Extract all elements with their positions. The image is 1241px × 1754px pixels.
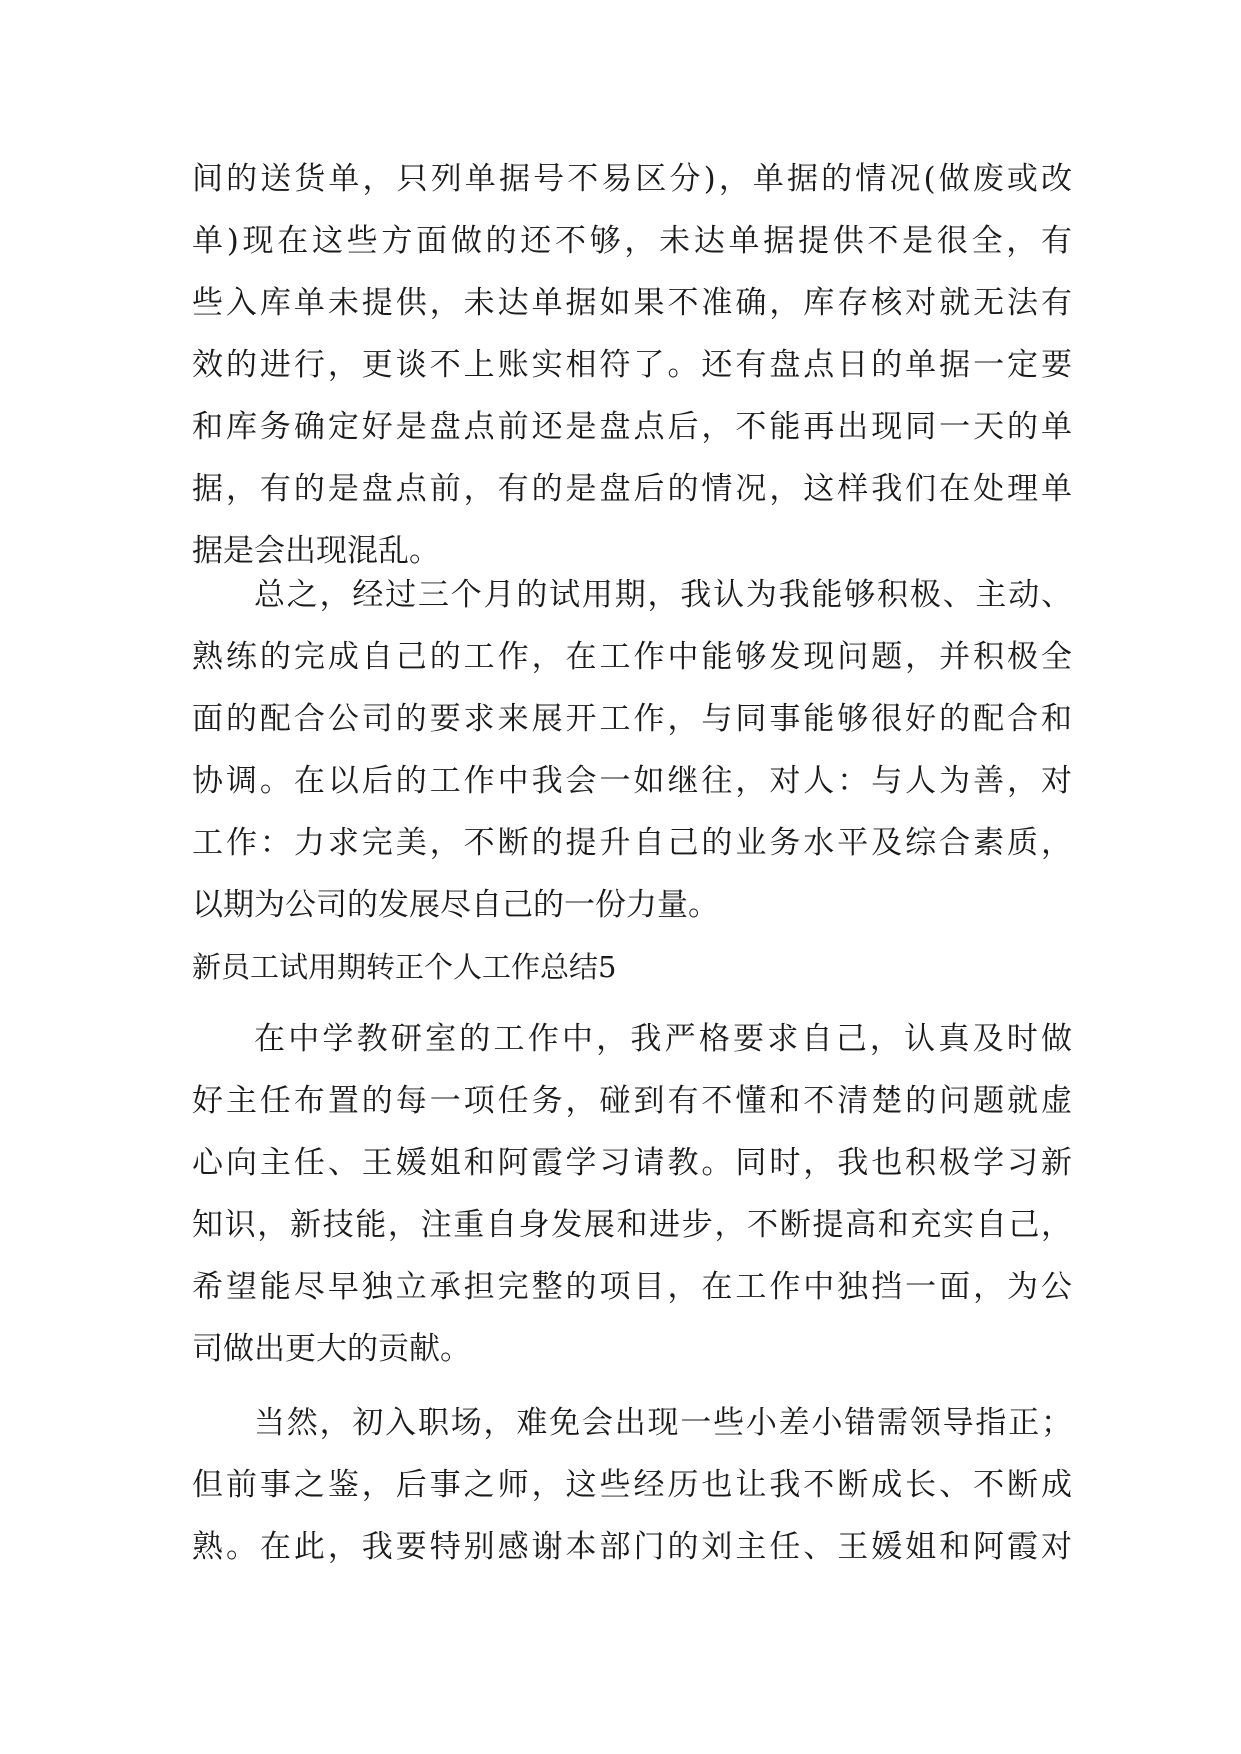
paragraph-line: 间的送货单，只列单据号不易区分)，单据的情况(做废或改 — [192, 161, 1072, 197]
paragraph-line: 在中学教研室的工作中，我严格要求自己，认真及时做 — [254, 1021, 1072, 1057]
paragraph-1 — [192, 148, 1072, 582]
paragraph-line: 熟练的完成自己的工作，在工作中能够发现问题，并积极全 — [192, 639, 1072, 675]
paragraph-line: 心向主任、王媛姐和阿霞学习请教。同时，我也积极学习新 — [192, 1145, 1072, 1181]
paragraph-line: 以期为公司的发展尽自己的一份力量。 — [192, 887, 719, 923]
paragraph-line: 好主任布置的每一项任务，碰到有不懂和不清楚的问题就虚 — [192, 1083, 1072, 1119]
paragraph-line: 希望能尽早独立承担完整的项目，在工作中独挡一面，为公 — [192, 1269, 1072, 1305]
paragraph-line: 司做出更大的贡献。 — [192, 1331, 471, 1367]
paragraph-line: 协调。在以后的工作中我会一如继往，对人：与人为善，对 — [192, 763, 1072, 799]
paragraph-line: 据，有的是盘点前，有的是盘后的情况，这样我们在处理单 — [192, 471, 1072, 507]
paragraph-line: 工作：力求完美，不断的提升自己的业务水平及综合素质， — [192, 825, 1072, 861]
paragraph-line: 和库务确定好是盘点前还是盘点后，不能再出现同一天的单 — [192, 409, 1072, 445]
paragraph-line: 效的进行，更谈不上账实相符了。还有盘点日的单据一定要 — [192, 347, 1072, 383]
paragraph-3 — [192, 1008, 1072, 1380]
paragraph-4 — [192, 1392, 1072, 1578]
paragraph-line: 总之，经过三个月的试用期，我认为我能够积极、主动、 — [254, 577, 1072, 613]
paragraph-line: 当然，初入职场，难免会出现一些小差小错需领导指正； — [254, 1405, 1072, 1441]
paragraph-line: 熟。在此，我要特别感谢本部门的刘主任、王媛姐和阿霞对 — [192, 1529, 1072, 1565]
paragraph-line: 但前事之鉴，后事之师，这些经历也让我不断成长、不断成 — [192, 1467, 1072, 1503]
paragraph-line: 些入库单未提供，未达单据如果不准确，库存核对就无法有 — [192, 285, 1072, 321]
paragraph-line: 知识，新技能，注重自身发展和进步，不断提高和充实自己， — [192, 1207, 1072, 1243]
paragraph-line: 单)现在这些方面做的还不够，未达单据提供不是很全，有 — [192, 223, 1072, 259]
section-heading: 新员工试用期转正个人工作总结5 — [192, 950, 617, 984]
paragraph-line: 据是会出现混乱。 — [192, 533, 440, 569]
paragraph-2 — [192, 564, 1072, 936]
paragraph-line: 面的配合公司的要求来展开工作，与同事能够很好的配合和 — [192, 701, 1072, 737]
